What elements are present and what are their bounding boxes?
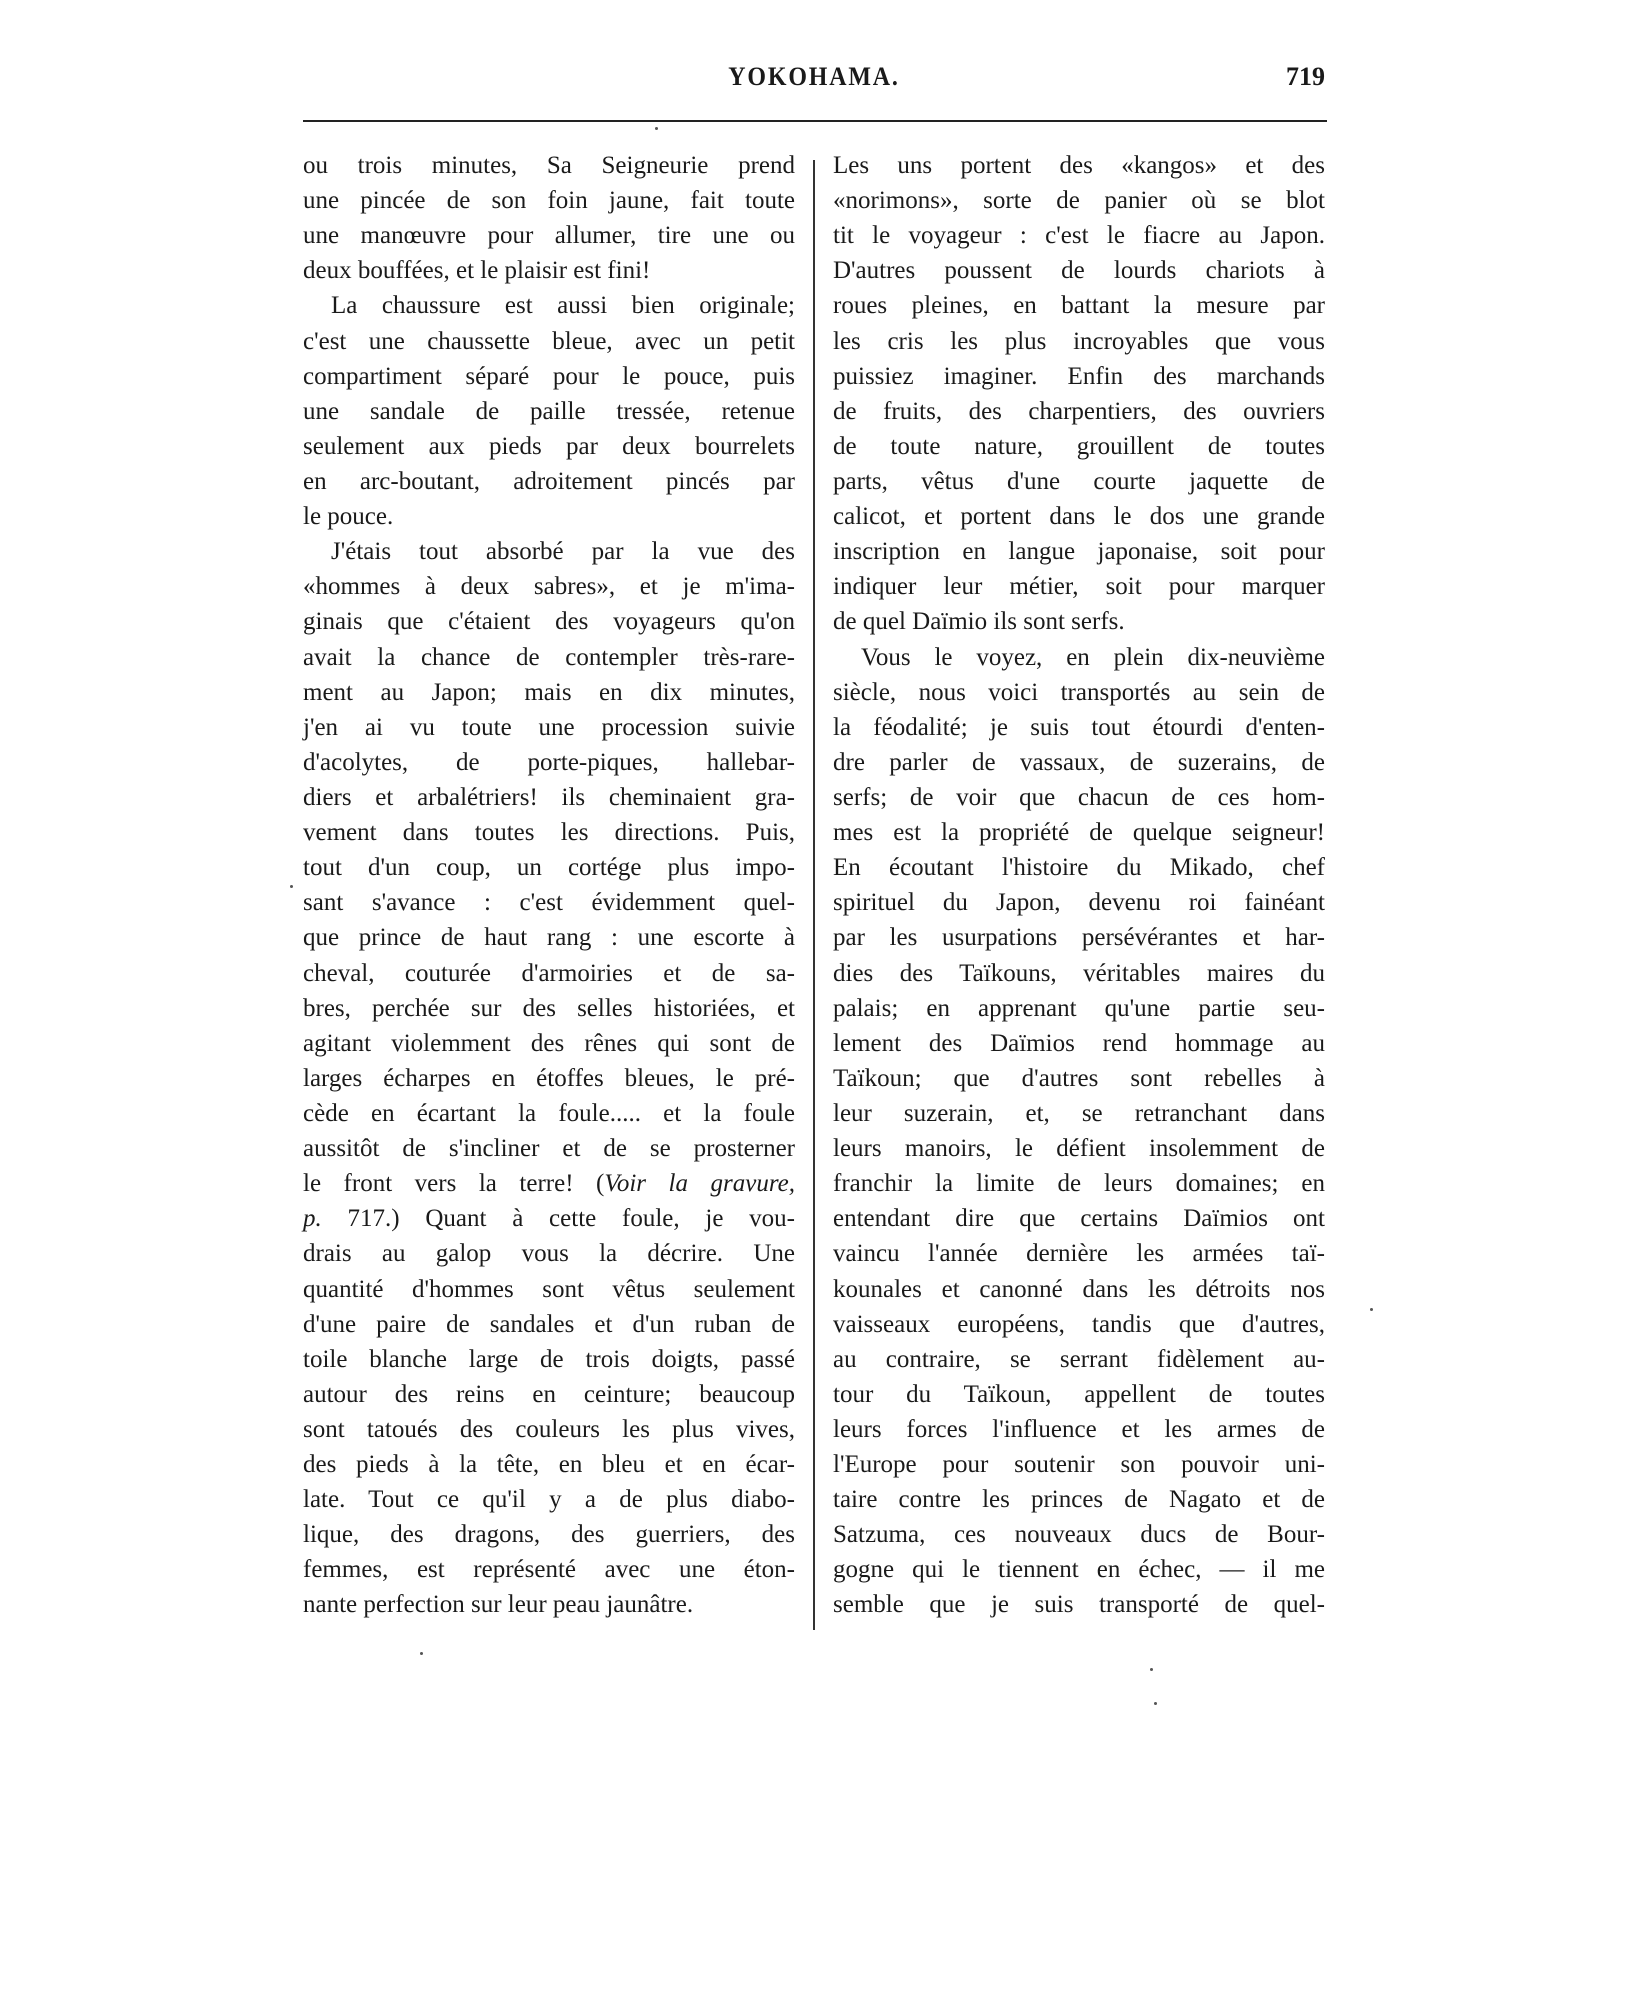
text-line: des pieds à la tête, en bleu et en écar- [303,1451,795,1479]
text-line: de quel Daïmio ils sont serfs. [833,608,1125,636]
text-line: d'acolytes, de porte-piques, hallebar- [303,748,795,776]
text-line: en arc-boutant, adroitement pincés par [303,467,795,495]
text-line: avait la chance de contempler très-rare- [303,643,795,671]
text-line: sont tatoués des couleurs les plus vives, [303,1415,795,1443]
text-line: gogne qui le tiennent en échec, — il me [833,1556,1325,1584]
text-line: autour des reins en ceinture; beaucoup [303,1380,795,1408]
text-line: j'en ai vu toute une procession suivie [303,713,795,741]
text-line: bres, perchée sur des selles historiées, et [303,994,795,1022]
text-line: drais au galop vous la décrire. Une [303,1240,795,1268]
text-line: leur suzerain, et, se retranchant dans [833,1099,1325,1127]
text-line: que prince de haut rang : une escorte à [303,924,795,952]
text-line: «hommes à deux sabres», et je m'ima- [303,573,795,601]
text-line: agitant violemment des rênes qui sont de [303,1029,795,1057]
text-line: tit le voyageur : c'est le fiacre au Japon. [833,222,1325,250]
text-line: «norimons», sorte de panier où se blot [833,187,1325,215]
text-line: Vous le voyez, en plein dix-neuvième [861,643,1325,671]
text-line: au contraire, se serrant fidèlement au- [833,1345,1325,1373]
text-segment: 717.) Quant à cette foule, je vou- [321,1205,795,1233]
text-line: semble que je suis transporté de quel- [833,1591,1325,1619]
text-line: taire contre les princes de Nagato et de [833,1486,1325,1514]
text-line: c'est une chaussette bleue, avec un petit [303,327,795,355]
text-line: une sandale de paille tressée, retenue [303,397,795,425]
text-line: l'Europe pour soutenir son pouvoir uni- [833,1451,1325,1479]
text-line: ginais que c'étaient des voyageurs qu'on [303,608,795,636]
text-line: roues pleines, en battant la mesure par [833,292,1325,320]
page-header [303,62,1325,102]
text-line: cède en écartant la foule..... et la foule [303,1099,795,1127]
text-line: une pincée de son foin jaune, fait toute [303,187,795,215]
italic-reference: p. [303,1205,322,1233]
text-line: Les uns portent des «kangos» et des [833,152,1325,179]
text-line: diers et arbalétriers! ils cheminaient gra- [303,783,795,811]
text-line: spirituel du Japon, devenu roi fainéant [833,889,1325,917]
text-line: dre parler de vassaux, de suzerains, de [833,748,1325,776]
scan-speck [1150,1668,1153,1671]
text-line: leurs forces l'influence et les armes de [833,1415,1325,1443]
text-segment: le front vers la terre! ( [303,1170,605,1198]
scan-speck [1370,1308,1373,1311]
text-line: les cris les plus incroyables que vous [833,327,1325,355]
text-line: mes est la propriété de quelque seigneur! [833,819,1325,847]
text-line: lement des Daïmios rend hommage au [833,1029,1325,1057]
text-line: entendant dire que certains Daïmios ont [833,1205,1325,1233]
text-line: leurs manoirs, le défient insolemment de [833,1135,1325,1163]
text-line: late. Tout ce qu'il y a de plus diabo- [303,1486,795,1514]
text-line: ou trois minutes, Sa Seigneurie prend [303,152,795,179]
text-line: calicot, et portent dans le dos une grande [833,503,1325,531]
text-line: vaincu l'année dernière les armées taï- [833,1240,1325,1268]
text-line: d'une paire de sandales et d'un ruban de [303,1310,795,1338]
text-line: siècle, nous voici transportés au sein de [833,678,1325,706]
text-line: dies des Taïkouns, véritables maires du [833,959,1325,987]
text-line: puissiez imaginer. Enfin des marchands [833,362,1325,390]
text-line: palais; en apprenant qu'une partie seu- [833,994,1325,1022]
text-line: la féodalité; je suis tout étourdi d'enten- [833,713,1325,741]
text-line: sant s'avance : c'est évidemment quel- [303,889,795,917]
text-line: vaisseaux européens, tandis que d'autres, [833,1310,1325,1338]
scan-speck [420,1652,423,1655]
text-line: compartiment séparé pour le pouce, puis [303,362,795,390]
text-line: La chaussure est aussi bien originale; [331,292,795,320]
text-line [303,1201,795,1236]
text-line: larges écharpes en étoffes bleues, le pré- [303,1064,795,1092]
page-number: 719 [1286,62,1325,91]
scan-speck [655,127,658,130]
text-line: deux bouffées, et le plaisir est fini! [303,257,651,285]
scan-speck [1154,1702,1157,1705]
text-line: quantité d'hommes sont vêtus seulement [303,1275,795,1303]
text-line: le pouce. [303,503,394,531]
text-line: parts, vêtus d'une courte jaquette de [833,467,1325,495]
text-line: D'autres poussent de lourds chariots à [833,257,1325,285]
text-line: lique, des dragons, des guerriers, des [303,1521,795,1549]
text-line: seulement aux pieds par deux bourrelets [303,432,795,460]
text-line: de toute nature, grouillent de toutes [833,432,1325,460]
text-line: franchir la limite de leurs domaines; en [833,1170,1325,1198]
text-line: une manœuvre pour allumer, tire une ou [303,222,795,250]
running-title: YOKOHAMA. [728,62,900,91]
text-line: toile blanche large de trois doigts, passé [303,1345,795,1373]
text-line: vement dans toutes les directions. Puis, [303,819,795,847]
left-column [303,148,795,1623]
text-line: de fruits, des charpentiers, des ouvriers [833,397,1325,425]
text-line: tout d'un coup, un cortége plus impo- [303,854,795,882]
text-line: En écoutant l'histoire du Mikado, chef [833,854,1325,882]
text-line: inscription en langue japonaise, soit pour [833,538,1325,566]
text-line: tour du Taïkoun, appellent de toutes [833,1380,1325,1408]
text-line: Taïkoun; que d'autres sont rebelles à [833,1064,1325,1092]
text-line: femmes, est représenté avec une éton- [303,1556,795,1584]
right-column [833,148,1325,1623]
text-line [303,1166,795,1201]
text-line: serfs; de voir que chacun de ces hom- [833,783,1325,811]
column-divider [813,160,815,1630]
italic-reference: Voir la gravure, [604,1170,795,1198]
text-line: kounales et canonné dans les détroits nos [833,1275,1325,1303]
text-line: nante perfection sur leur peau jaunâtre. [303,1591,694,1619]
text-line: indiquer leur métier, soit pour marquer [833,573,1325,601]
text-line: par les usurpations persévérantes et har- [833,924,1325,952]
text-line: cheval, couturée d'armoiries et de sa- [303,959,795,987]
header-rule [303,120,1327,122]
text-line: aussitôt de s'incliner et de se prosterner [303,1135,795,1163]
text-line: ment au Japon; mais en dix minutes, [303,678,795,706]
scan-speck [290,885,293,888]
text-line: J'étais tout absorbé par la vue des [331,538,795,566]
text-line: Satzuma, ces nouveaux ducs de Bour- [833,1521,1325,1549]
